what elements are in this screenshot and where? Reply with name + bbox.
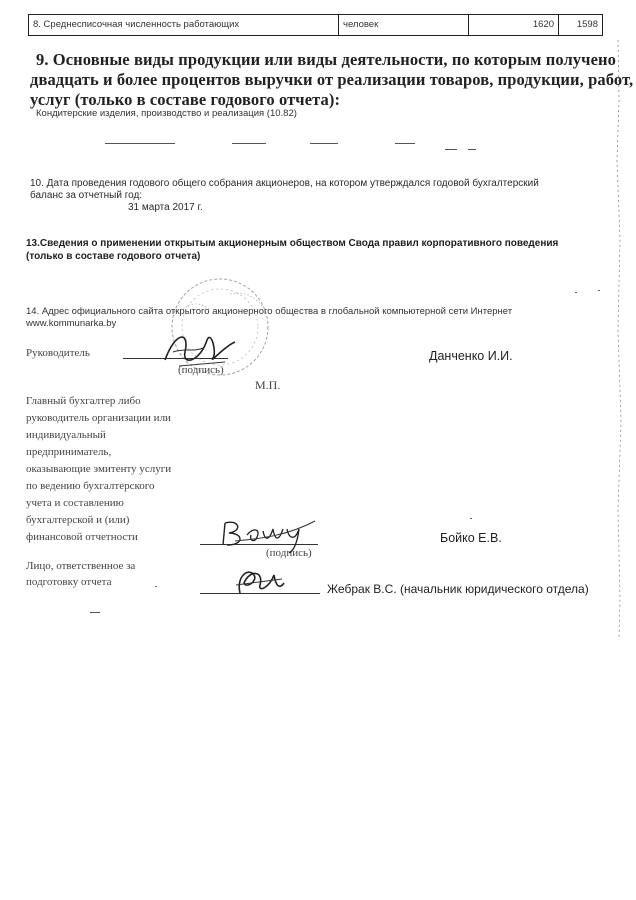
section9-heading-line3: услуг (только в составе годового отчета): [30, 90, 341, 109]
section14-site: www.kommunarka.by [26, 318, 117, 329]
section13-line1: 13.Сведения о применении открытым акционерным обществом Свода правил корпоративного поведения [26, 238, 559, 249]
accountant-name: Бойко Е.В. [440, 531, 502, 545]
accountant-label-9: финансовой отчетности [26, 531, 138, 543]
scan-speck [575, 292, 577, 293]
accountant-signature-scribble [215, 515, 325, 555]
section10-date: 31 марта 2017 г. [128, 202, 203, 213]
responsible-label-1: Лицо, ответственное за [26, 560, 136, 572]
section9-content: Кондитерские изделия, производство и реализация (10.82) [36, 108, 297, 119]
head-podpis-caption: (подпись) [178, 364, 224, 376]
section10-line1: 10. Дата проведения годового общего собрания акционеров, на котором утверждался годовой бухгалтерский [30, 178, 539, 189]
table-row-8 [28, 14, 603, 36]
scan-speck [470, 518, 472, 519]
underline-dash [395, 143, 415, 144]
row-unit: человек [339, 15, 469, 35]
responsible-name: Жебрак В.С. (начальник юридического отдела) [327, 582, 589, 596]
scan-speck [90, 612, 100, 613]
accountant-label-5: оказывающие эмитенту услуги [26, 463, 172, 475]
accountant-label-1: Главный бухгалтер либо [26, 395, 141, 407]
underline-dash [445, 149, 457, 150]
scan-edge-artifact [612, 40, 626, 640]
underline-dash [310, 143, 338, 144]
head-name: Данченко И.И. [429, 349, 513, 363]
section9-heading-line2: двадцать и более процентов выручки от реализации товаров, продукции, работ, [30, 70, 634, 89]
accountant-label-7: учета и составлению [26, 497, 124, 509]
section10-line2: баланс за отчетный год: [30, 190, 143, 201]
responsible-signature-scribble [230, 563, 290, 599]
accountant-label-4: предприниматель, [26, 446, 112, 458]
head-signature-scribble [155, 322, 245, 372]
row-value-b: 1598 [576, 19, 598, 30]
underline-dash [105, 143, 175, 144]
scan-speck [155, 586, 157, 587]
accountant-label-8: бухгалтерской и (или) [26, 514, 130, 526]
section13-line2: (только в составе годового отчета) [26, 251, 201, 262]
head-label: Руководитель [26, 347, 90, 359]
underline-dash [232, 143, 266, 144]
accountant-label-3: индивидуальный [26, 429, 106, 441]
accountant-label-2: руководитель организации или [26, 412, 171, 424]
accountant-podpis-caption: (подпись) [266, 547, 312, 559]
underline-dash [468, 149, 476, 150]
section14-text: 14. Адрес официального сайта открытого акционерного общества в глобальной компьютерной сети Интернет [26, 306, 513, 317]
row-value-a: 1620 [469, 15, 559, 35]
stamp-mp: М.П. [255, 378, 281, 392]
responsible-label-2: подготовку отчета [26, 576, 112, 588]
scan-speck [598, 290, 600, 291]
row-label: 8. Среднесписочная численность работающих [29, 15, 339, 35]
accountant-label-6: по ведению бухгалтерского [26, 480, 155, 492]
section9-heading-line1: 9. Основные виды продукции или виды деятельности, по которым получено [36, 50, 616, 69]
